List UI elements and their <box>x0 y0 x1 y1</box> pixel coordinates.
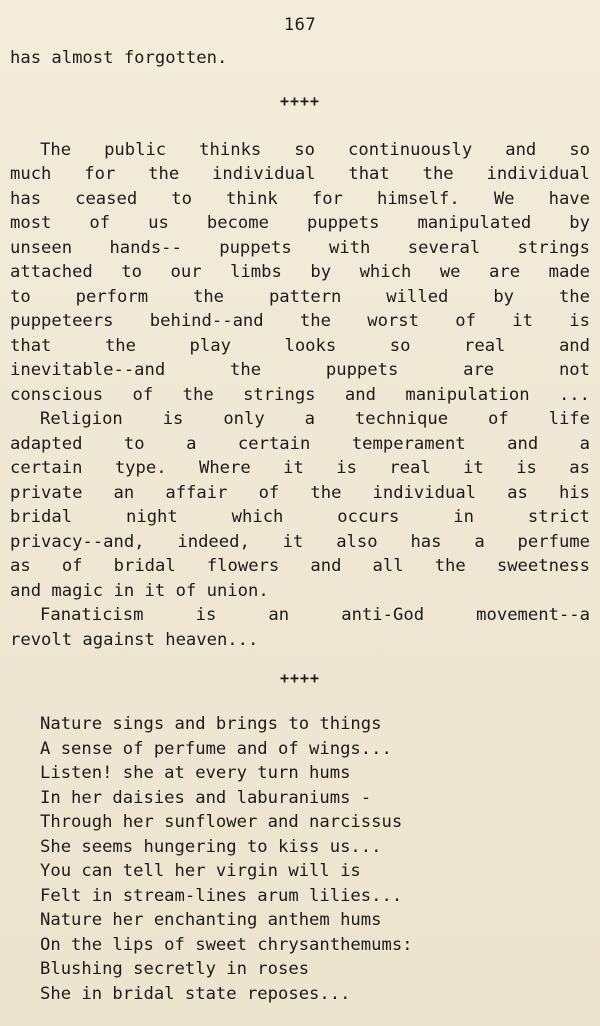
text-line: Fanaticism is an anti-God movement--a <box>40 605 590 625</box>
poem-line: A sense of perfume and of wings... <box>40 738 392 759</box>
text-line: privacy--and, indeed, it also has a perfume <box>10 531 590 552</box>
text-line: and magic in it of union. <box>10 580 269 601</box>
text-line: has ceased to think for himself. We have <box>10 188 590 209</box>
paragraph-puppets <box>10 138 590 408</box>
text-line: unseen hands-- puppets with several strings <box>10 237 590 258</box>
text-line: bridal night which occurs in strict <box>10 507 590 527</box>
text-line: revolt against heaven... <box>10 629 259 650</box>
text-line: that the play looks so real and <box>10 335 590 356</box>
text-line: to perform the pattern willed by the <box>10 286 590 307</box>
text-line: attached to our limbs by which we are made <box>10 262 590 282</box>
poem-line: In her daisies and laburaniums - <box>40 787 372 808</box>
paragraph-religion <box>10 407 590 603</box>
section-separator: ++++ <box>279 669 321 687</box>
poem-line: On the lips of sweet chrysanthemums: <box>40 934 413 955</box>
text-line: most of us become puppets manipulated by <box>10 213 590 233</box>
page-number: 167 <box>283 15 317 35</box>
text-line: certain type. Where it is real it is as <box>10 458 590 478</box>
poem <box>10 712 590 1006</box>
text-line: adapted to a certain temperament and a <box>10 433 590 454</box>
poem-line: You can tell her virgin will is <box>40 861 361 881</box>
poem-line: Nature sings and brings to things <box>40 714 382 734</box>
text-line: much for the individual that the individual <box>10 164 590 184</box>
text-line: private an affair of the individual as his <box>10 482 590 503</box>
paragraph-fanaticism <box>10 603 590 652</box>
text-line: conscious of the strings and manipulation ... <box>10 384 590 405</box>
poem-line: Listen! she at every turn hums <box>40 763 351 783</box>
poem-line: Blushing secretly in roses <box>40 959 310 979</box>
text-line: The public thinks so continuously and so <box>40 139 590 160</box>
poem-line: She seems hungering to kiss us... <box>40 836 382 857</box>
text-line: as of bridal flowers and all the sweetness <box>10 556 590 576</box>
text-line: inevitable--and the puppets are not <box>10 360 590 380</box>
text-line: Religion is only a technique of life <box>40 409 590 429</box>
poem-line: Nature her enchanting anthem hums <box>40 910 382 930</box>
poem-line: She in bridal state reposes... <box>40 983 351 1004</box>
section-separator: ++++ <box>279 91 321 110</box>
poem-line: Through her sunflower and narcissus <box>40 812 403 832</box>
poem-line: Felt in stream-lines arum lilies... <box>40 885 403 906</box>
text-line: puppeteers behind--and the worst of it is <box>10 311 590 331</box>
opening-line: has almost forgotten. <box>10 48 228 68</box>
